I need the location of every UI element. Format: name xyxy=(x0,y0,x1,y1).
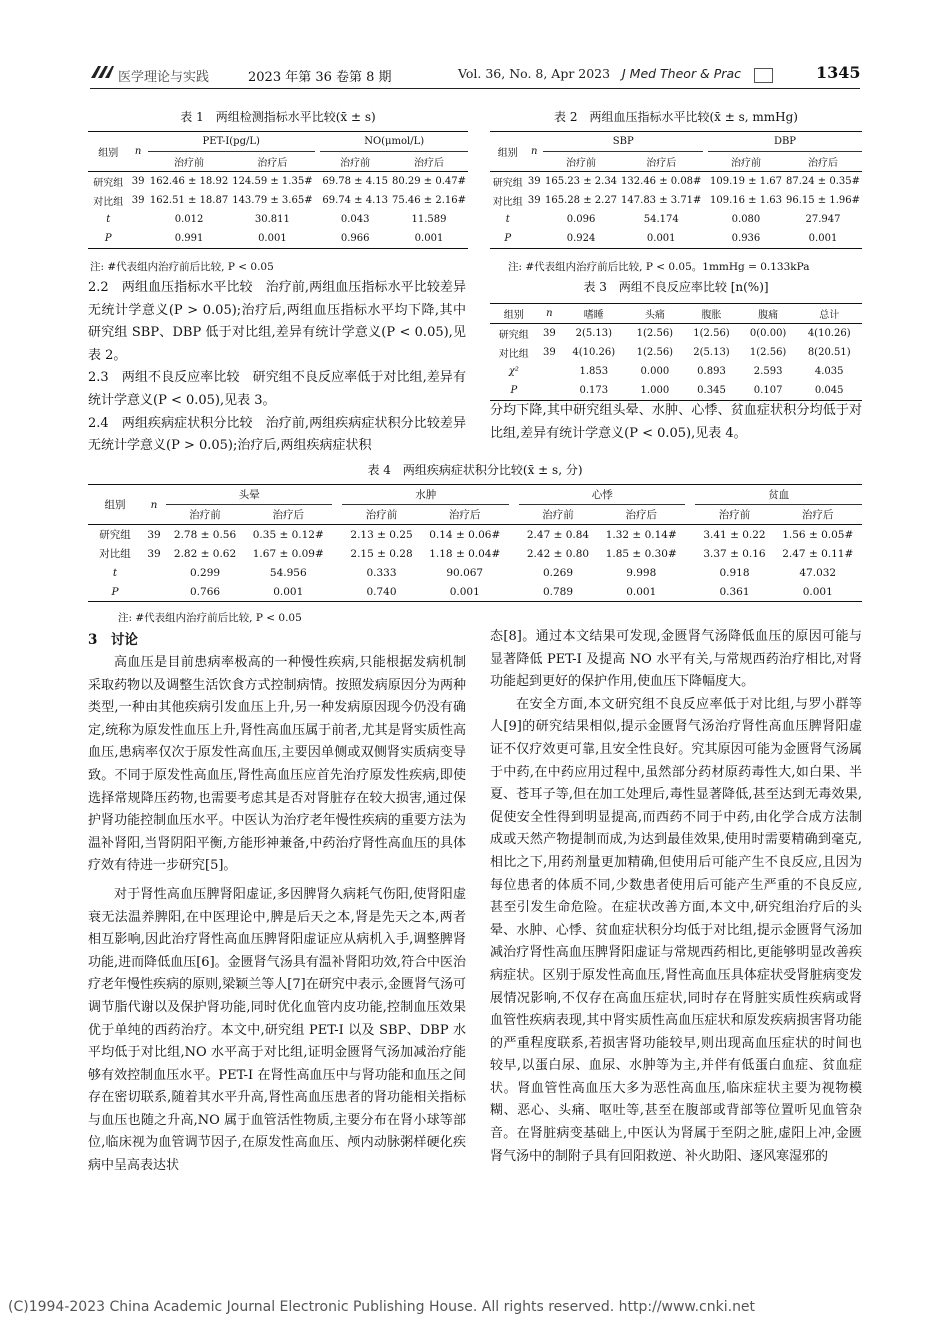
t2-cell: 研究组 xyxy=(492,178,523,189)
t4-h-symptom: 贫血 xyxy=(695,485,862,505)
t4-cell: 2.47 ± 0.84 xyxy=(526,528,590,541)
t4-cell: 0.35 ± 0.12# xyxy=(252,528,324,541)
t1-cell: 对比组 xyxy=(93,197,124,208)
t1-cell: 39 xyxy=(131,195,145,206)
section-2-4: 2.4 两组疾病症状积分比较 治疗前,两组疾病症状积分比较差异无统计学意义(P > 0.05);治疗后,两组疾病症状积 xyxy=(88,415,466,454)
t4-cell xyxy=(142,582,166,602)
t4-cell: 0.361 xyxy=(719,585,750,598)
t3-cell: 39 xyxy=(542,328,556,339)
table-row xyxy=(490,191,862,210)
t3-cell: 0.000 xyxy=(640,366,670,377)
t3-cell: 4.035 xyxy=(814,366,844,377)
results-text-left xyxy=(88,277,466,458)
t2-cell: t xyxy=(505,214,510,225)
t1-h-before: 治疗前 xyxy=(148,152,230,172)
t3-cell: 2.593 xyxy=(753,366,783,377)
table-row xyxy=(490,381,862,401)
t2-cell xyxy=(525,210,543,229)
discussion-p2: 对于肾性高血压脾肾阳虚证,多因脾肾久病耗气伤阳,使肾阳虚衰无法温养脾阳,在中医理论中,脾是后天之本,肾是先天之本,两者相互影响,因此治疗肾性高血压脾肾阳虚证应从病机入手,调整脾肾功能,进而降低血压[6]。金匮肾气汤具有温补肾阳功效,符合中医治疗老年慢性疾病的原则,梁颖兰等人[7]在研究中表示,金匮肾气汤可调节脂代谢以及保护肾功能,同时优化血管内皮功能,控制血压效果优于单纯的西药治疗。本文中,研究组 PET-I 以及 SBP、DBP 水平均低于对比组,NO 水平高于对比组,证明金匮肾气汤加减治疗能够有效控制血压水平。PET-I 在肾性高血压中与肾功能和血压之间存在密切联系,随着其水平升高,肾性高血压患者的肾功能相关指标与血压也随之升高,NO 属于血管活性物质,主要分布在肾小球等部位,临床视为血管调节因子,在原发性高血压、颅内动脉粥样硬化疾病中呈高表达状 xyxy=(88,886,466,1174)
t4-cell: 0.001 xyxy=(273,585,304,598)
table-row xyxy=(88,563,862,582)
journal-logo-icon xyxy=(90,64,114,80)
t2-cell: 0.936 xyxy=(731,233,761,244)
t1-cell: 0.966 xyxy=(340,233,370,244)
t4-h-before: 治疗前 xyxy=(166,505,244,525)
t4-cell: 0.918 xyxy=(719,566,750,579)
table-row xyxy=(88,525,862,545)
running-header xyxy=(90,62,860,90)
t2-cell: 39 xyxy=(527,176,541,187)
t3-cell: 0.045 xyxy=(814,385,844,396)
t3-cell: 研究组 xyxy=(498,330,529,341)
t4-cell: 2.47 ± 0.11# xyxy=(782,547,854,560)
t1-cell xyxy=(128,210,147,229)
t3-cell: 8(20.51) xyxy=(807,347,851,358)
table-row xyxy=(88,210,468,229)
t4-cell: 0.299 xyxy=(190,566,221,579)
t3-header: 腹痛 xyxy=(740,304,797,324)
t2-h-n: n xyxy=(525,132,543,172)
section-2-4-cont: 分均下降,其中研究组头晕、水肿、心悸、贫血症状积分均低于对比组,差异有统计学意义(P < 0.05),见表 4。 xyxy=(490,403,862,441)
t1-cell: 75.46 ± 2.16# xyxy=(391,195,466,206)
t1-cell xyxy=(128,229,147,249)
t4-cell: 0.14 ± 0.06# xyxy=(429,528,501,541)
t1-cell: 0.043 xyxy=(340,214,370,225)
t4-cell: 39 xyxy=(147,547,161,560)
t1-h-n: n xyxy=(128,132,147,172)
table-row xyxy=(88,229,468,249)
t3-cell: 0.173 xyxy=(579,385,609,396)
t2-cell: 109.19 ± 1.67 xyxy=(709,176,782,187)
t3-cell: 0.345 xyxy=(697,385,726,396)
t1-cell: P xyxy=(104,233,112,244)
t4-cell: 9.998 xyxy=(626,566,657,579)
t3-header: 总计 xyxy=(796,304,862,324)
t1-cell: 0.991 xyxy=(174,233,204,244)
t2-cell xyxy=(525,229,543,249)
section-2-3: 2.3 两组不良反应率比较 研究组不良反应率低于对比组,差异有统计学意义(P < 0.05),见表 3。 xyxy=(88,370,466,408)
t2-h-after: 治疗后 xyxy=(784,152,862,172)
t4-cell: 2.15 ± 0.28 xyxy=(350,547,413,560)
t3-header: n xyxy=(538,304,561,324)
t4-cell: 0.001 xyxy=(802,585,833,598)
t2-cell: 87.24 ± 0.35# xyxy=(785,176,860,187)
t1-cell: 研究组 xyxy=(93,178,124,189)
section-2-2: 2.2 两组血压指标水平比较 治疗前,两组血压指标水平比较差异无统计学意义(P > 0.05);治疗后,两组血压指标水平均下降,其中研究组 SBP、DBP 低于对比组,差异有统计学意义(P < 0.05),见表 2。 xyxy=(88,280,466,363)
t3-cell: 4(10.26) xyxy=(807,328,851,339)
t1-cell: 162.51 ± 18.87 xyxy=(149,195,229,206)
table-row xyxy=(490,362,862,381)
t2-cell: 0.001 xyxy=(808,233,838,244)
table3-caption: 表 3 两组不良反应率比较 [n(%)] xyxy=(583,280,769,294)
t1-cell: 30.811 xyxy=(254,214,290,225)
t2-h-after: 治疗后 xyxy=(619,152,703,172)
table2-caption: 表 2 两组血压指标水平比较(x̄ ± s, mmHg) xyxy=(554,110,798,124)
t4-cell: 1.67 ± 0.09# xyxy=(252,547,324,560)
t3-cell: 1.000 xyxy=(640,385,670,396)
t4-h-after: 治疗后 xyxy=(421,505,509,525)
t2-cell: 27.947 xyxy=(805,214,841,225)
discussion-p3: 在安全方面,本文研究组不良反应率低于对比组,与罗小群等人[9]的研究结果相似,提示金匮肾气汤治疗肾性高血压脾肾阳虚证不仅疗效更可靠,且安全性良好。究其原因可能为金匮肾气汤属于中药,在中药应用过程中,虽然部分药材原药毒性大,如白果、半夏、苍耳子等,但在加工处理后,毒性显著降低,甚至达到无毒效果,促使安全性得到明显提高,而西药不同于中药,由化学合成方法制成或天然产物提制而成,为达到最佳效果,使用时需要精确到毫克,相比之下,用药剂量更加精确,但使用后可能产生不良反应,且因为每位患者的体质不同,少数患者使用后可能产生严重的不良反应,甚至引发生命危险。在症状改善方面,本文中,研究组治疗后的头晕、水肿、心悸、贫血症状积分均低于对比组,提示金匮肾气汤加减治疗肾性高血压脾肾阳虚证与常规西药相比,更能够明显改善疾病症状。区别于原发性高血压,肾性高血压具体症状受肾脏病变发展情况影响,不仅存在高血压症状,同时存在肾脏实质性疾病或肾血管性疾病表现,其中肾实质性高血压症状和原发疾病损害肾功能的严重程度联系,若损害肾功能较早,则出现高血压症状的时间也较早,以蛋白尿、血尿、水肿等为主,并伴有低蛋白血症、贫血症状。肾血管性高血压大多为恶性高血压,临床症状主要为视物模糊、恶心、头痛、呕吐等,甚至在腹部或背部等位置听见血管杂音。在肾脏病变基础上,中医认为肾属于至阴之脏,虚阳上冲,金匮肾气汤中的制附子具有回阳救逆、补火助阳、逐风寒湿邪的 xyxy=(490,696,862,1164)
t4-h-symptom: 水肿 xyxy=(342,485,508,505)
t2-cell: 165.28 ± 2.27 xyxy=(545,195,618,206)
t3-cell: 1(2.56) xyxy=(636,328,674,339)
t3-cell: 1(2.56) xyxy=(693,328,730,339)
t3-cell: 0.893 xyxy=(697,366,726,377)
t3-header: 头痛 xyxy=(627,304,684,324)
t1-h-before: 治疗前 xyxy=(320,152,390,172)
t4-h-group: 组别 xyxy=(88,485,142,525)
t2-h-before: 治疗前 xyxy=(543,152,619,172)
table4-note: 注: #代表组内治疗前后比较, P < 0.05 xyxy=(118,612,302,624)
table1-grid xyxy=(88,131,468,249)
t4-cell: 0.001 xyxy=(449,585,480,598)
t3-cell: 1.853 xyxy=(579,366,609,377)
table4-caption: 表 4 两组疾病症状积分比较(x̄ ± s, 分) xyxy=(367,463,583,477)
t3-cell xyxy=(538,362,561,381)
t1-cell: 69.74 ± 4.13 xyxy=(322,195,388,206)
t4-cell: 2.13 ± 0.25 xyxy=(350,528,413,541)
t4-cell: 39 xyxy=(147,528,161,541)
table1 xyxy=(88,108,468,274)
table4 xyxy=(88,461,862,625)
t4-h-before: 治疗前 xyxy=(695,505,773,525)
t4-h-n: n xyxy=(142,485,166,525)
t2-cell: 0.080 xyxy=(731,214,761,225)
table-row xyxy=(490,229,862,249)
table-row xyxy=(88,544,862,563)
t4-cell: 3.41 ± 0.22 xyxy=(703,528,766,541)
t2-cell: 96.15 ± 1.96# xyxy=(785,195,860,206)
t2-cell: 0.001 xyxy=(646,233,676,244)
t4-cell: P xyxy=(111,585,119,598)
t1-cell: 0.001 xyxy=(414,233,444,244)
t3-cell: 2(5.13) xyxy=(575,328,613,339)
t1-cell: 162.46 ± 18.92 xyxy=(149,176,229,187)
t3-header: 组别 xyxy=(490,304,538,324)
header-box-icon xyxy=(754,68,773,83)
t3-cell: 1(2.56) xyxy=(636,347,674,358)
t3-cell: 0(0.00) xyxy=(749,328,787,339)
t1-h-after: 治疗后 xyxy=(230,152,314,172)
table-row xyxy=(88,191,468,210)
t2-cell: P xyxy=(504,233,512,244)
t4-cell: 2.82 ± 0.62 xyxy=(173,547,237,560)
results-text-right xyxy=(490,400,862,445)
table-row xyxy=(490,210,862,229)
journal-name-cn: 医学理论与实践 xyxy=(118,70,210,85)
t3-cell xyxy=(538,381,561,401)
t4-h-before: 治疗前 xyxy=(519,505,597,525)
t1-cell: 39 xyxy=(131,176,145,187)
discussion-heading: 3 讨论 xyxy=(88,632,138,648)
t2-cell: 39 xyxy=(527,195,541,206)
t3-header: 嗜睡 xyxy=(561,304,627,324)
table-row xyxy=(490,324,862,344)
t4-cell xyxy=(142,563,166,582)
t2-cell: 147.83 ± 3.71# xyxy=(621,195,702,206)
t2-cell: 对比组 xyxy=(492,197,523,208)
t4-cell: 0.766 xyxy=(190,585,221,598)
t2-cell: 0.924 xyxy=(566,233,596,244)
table-row xyxy=(490,172,862,192)
t4-h-after: 治疗后 xyxy=(244,505,332,525)
t4-cell: 90.067 xyxy=(446,566,484,579)
copyright-footer: (C)1994-2023 China Academic Journal Electronic Publishing House. All rights reserved. http://www.cnki.net xyxy=(8,1299,756,1315)
discussion-right xyxy=(490,626,862,1168)
t2-h-sbp: SBP xyxy=(543,132,703,152)
table-row xyxy=(88,172,468,192)
t4-h-after: 治疗后 xyxy=(597,505,685,525)
t4-cell: 3.37 ± 0.16 xyxy=(703,547,766,560)
t1-h-group: 组别 xyxy=(88,132,128,172)
t4-cell: 1.32 ± 0.14# xyxy=(605,528,677,541)
table-row xyxy=(88,582,862,602)
journal-name-en: J Med Theor & Prac xyxy=(622,66,741,81)
t2-cell: 109.16 ± 1.63 xyxy=(709,195,782,206)
issue-cn: 2023 年第 36 卷第 8 期 xyxy=(248,70,392,85)
t4-cell: 研究组 xyxy=(99,529,131,541)
t1-h-after: 治疗后 xyxy=(390,152,468,172)
header-rule xyxy=(90,88,860,89)
t3-cell: χ² xyxy=(508,366,519,377)
t2-h-before: 治疗前 xyxy=(708,152,784,172)
t4-cell: 对比组 xyxy=(99,548,131,560)
t4-cell: 47.032 xyxy=(799,566,837,579)
t2-cell: 165.23 ± 2.34 xyxy=(545,176,618,187)
t4-h-after: 治疗后 xyxy=(774,505,862,525)
table1-note: 注: #代表组内治疗前后比较, P < 0.05 xyxy=(90,261,274,273)
table2 xyxy=(490,108,862,274)
t1-cell: 69.78 ± 4.15 xyxy=(322,176,388,187)
discussion-p2-cont: 态[8]。通过本文结果可发现,金匮肾气汤降低血压的原因可能与显著降低 PET-I 及提高 NO 水平有关,与常规西药治疗相比,对肾功能起到更好的保护作用,使血压下降幅度大。 xyxy=(490,629,862,690)
t4-cell: 2.42 ± 0.80 xyxy=(526,547,590,560)
t1-cell: t xyxy=(106,214,111,225)
t4-cell: t xyxy=(112,566,118,579)
discussion-left xyxy=(88,628,466,1178)
page-number: 1345 xyxy=(816,63,861,82)
t3-cell: 0.107 xyxy=(753,385,783,396)
discussion-p1: 高血压是目前患病率极高的一种慢性疾病,只能根据发病机制采取药物以及调整生活饮食方式控制病情。按照发病原因分为两种类型,一种由其他疾病引发血压上升,另一种发病原因现今仍没有确定,统称为原发性血压上升,肾性高血压属于前者,尤其是肾实质性高血压,患病率仅次于原发性高血压,主要因单侧或双侧肾实质病变导致。不同于原发性高血压,肾性高血压应首先治疗原发性疾病,即使选择常规降压药物,也需要考虑其是否对肾脏存在较大损害,通过保护肾功能控制血压水平。中医认为治疗老年慢性疾病的重要方法为温补肾阳,当肾阴阳平衡,方能形神兼备,中药治疗肾性高血压的具体疗效有待进一步研究[5]。 xyxy=(88,655,466,874)
t4-h-symptom: 头晕 xyxy=(166,485,332,505)
table-row xyxy=(490,343,862,362)
t1-h-pet: PET-I(pg/L) xyxy=(148,132,315,152)
t4-h-before: 治疗前 xyxy=(342,505,420,525)
t3-cell: 4(10.26) xyxy=(572,347,616,358)
t4-cell: 54.956 xyxy=(269,566,307,579)
t4-cell: 1.18 ± 0.04# xyxy=(429,547,501,560)
t1-cell: 124.59 ± 1.35# xyxy=(232,176,313,187)
t4-cell: 1.56 ± 0.05# xyxy=(782,528,854,541)
t1-cell: 0.001 xyxy=(258,233,287,244)
t4-cell: 0.789 xyxy=(542,585,574,598)
t1-h-no: NO(μmol/L) xyxy=(320,132,468,152)
t3-cell: 39 xyxy=(542,347,556,358)
t3-cell: P xyxy=(510,385,518,396)
t2-h-group: 组别 xyxy=(490,132,525,172)
t4-cell: 0.740 xyxy=(366,585,397,598)
table1-caption: 表 1 两组检测指标水平比较(x̄ ± s) xyxy=(180,110,376,124)
t2-cell: 0.096 xyxy=(566,214,596,225)
t4-cell: 0.333 xyxy=(366,566,397,579)
volume-en: Vol. 36, No. 8, Apr 2023 xyxy=(458,66,611,81)
table2-grid xyxy=(490,131,862,249)
table3 xyxy=(490,278,862,401)
table2-note: 注: #代表组内治疗前后比较, P < 0.05。1mmHg = 0.133kPa xyxy=(508,261,810,273)
t1-cell: 80.29 ± 0.47# xyxy=(391,176,466,187)
t1-cell: 0.012 xyxy=(174,214,204,225)
t3-cell: 2(5.13) xyxy=(693,347,730,358)
t3-cell: 对比组 xyxy=(498,349,529,360)
t4-h-symptom: 心悸 xyxy=(519,485,685,505)
t4-cell: 0.269 xyxy=(542,566,574,579)
t4-cell: 0.001 xyxy=(626,585,657,598)
t1-cell: 11.589 xyxy=(411,214,447,225)
t4-cell: 2.78 ± 0.56 xyxy=(173,528,237,541)
t2-cell: 132.46 ± 0.08# xyxy=(621,176,702,187)
t3-cell: 1(2.56) xyxy=(749,347,787,358)
t1-cell: 143.79 ± 3.65# xyxy=(232,195,313,206)
t4-cell: 1.85 ± 0.30# xyxy=(605,547,677,560)
table4-grid xyxy=(88,484,862,602)
table3-grid xyxy=(490,303,862,401)
t3-header: 腹胀 xyxy=(683,304,740,324)
t2-cell: 54.174 xyxy=(643,214,679,225)
t2-h-dbp: DBP xyxy=(708,132,862,152)
